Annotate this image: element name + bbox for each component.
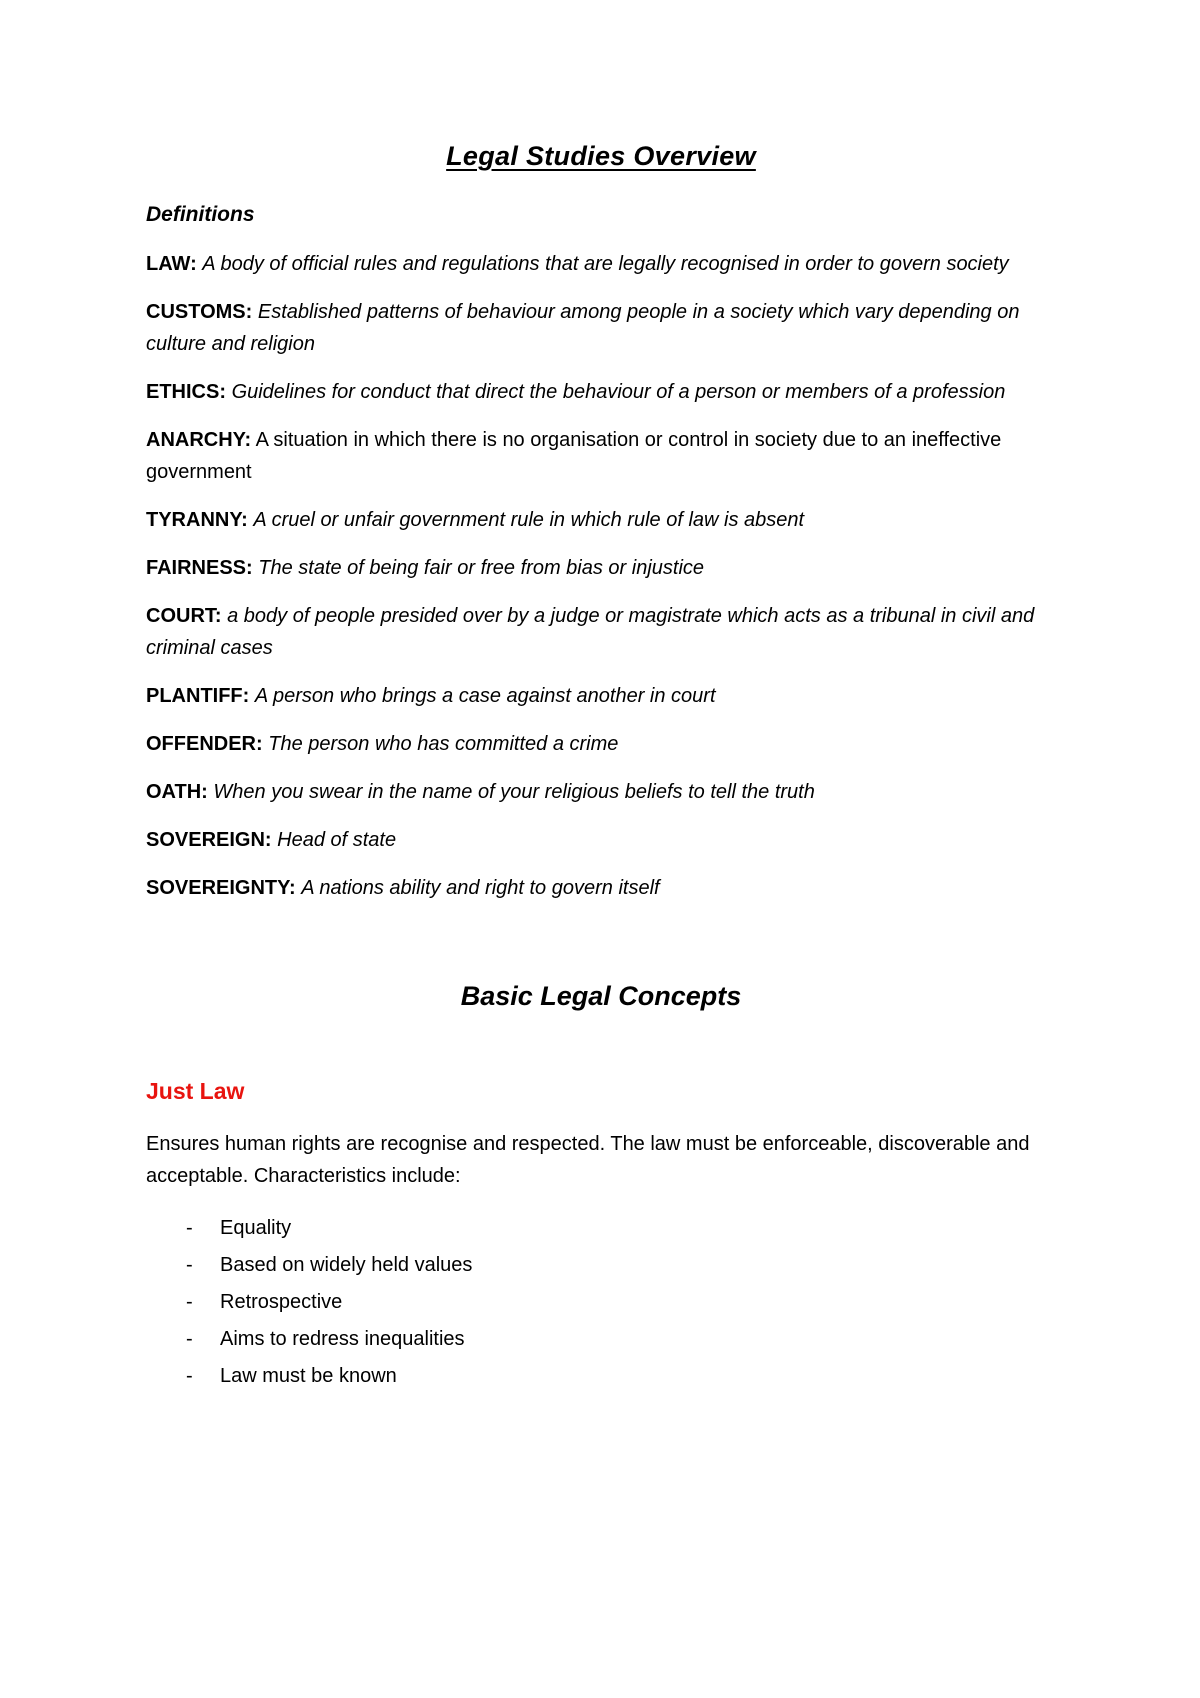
definition-description: When you swear in the name of your religious beliefs to tell the truth: [213, 780, 815, 803]
definition-description: A cruel or unfair government rule in which rule of law is absent: [253, 508, 805, 531]
definition-term: PLANTIFF:: [146, 684, 250, 707]
definition-term: OATH:: [146, 780, 208, 803]
definition-term: OFFENDER:: [146, 732, 263, 755]
list-item: [186, 1284, 1056, 1321]
definition-description: A situation in which there is no organisation or control in society due to an ineffective government: [146, 428, 1002, 483]
definition-term: ANARCHY:: [146, 428, 252, 451]
document-content: [146, 140, 1056, 1395]
definition-item: [146, 680, 1056, 712]
list-item: [186, 1210, 1056, 1247]
dash-bullet-icon: -: [186, 1290, 193, 1313]
concepts-heading: Basic Legal Concepts: [460, 980, 742, 1011]
characteristic-label: Aims to redress inequalities: [220, 1327, 465, 1350]
definition-description: Established patterns of behaviour among people in a society which vary depending on culture and religion: [146, 300, 1020, 355]
definition-term: TYRANNY:: [146, 508, 248, 531]
dash-bullet-icon: -: [186, 1216, 193, 1239]
characteristics-list: [146, 1210, 1056, 1395]
definition-description: a body of people presided over by a judge or magistrate which acts as a tribunal in civil and criminal cases: [146, 604, 1035, 659]
list-item: [186, 1247, 1056, 1284]
definition-term: CUSTOMS:: [146, 300, 253, 323]
characteristic-label: Law must be known: [220, 1364, 397, 1387]
document-title: Legal Studies Overview: [446, 141, 756, 171]
definition-item: [146, 504, 1056, 536]
definition-item: [146, 248, 1056, 280]
definition-description: The person who has committed a crime: [268, 732, 619, 755]
definitions-heading: Definitions: [146, 203, 255, 227]
definition-item: [146, 776, 1056, 808]
definition-description: A body of official rules and regulations that are legally recognised in order to govern society: [202, 252, 1009, 275]
definition-term: SOVEREIGN:: [146, 828, 272, 851]
definition-item: [146, 552, 1056, 584]
just-law-heading: Just Law: [146, 1077, 245, 1104]
definitions-list: [146, 248, 1056, 904]
just-law-paragraph: Ensures human rights are recognise and respected. The law must be enforceable, discoverable and acceptable. Characteristics include:: [146, 1132, 1030, 1187]
list-item: [186, 1321, 1056, 1358]
definition-item: [146, 872, 1056, 904]
definition-term: COURT:: [146, 604, 222, 627]
definition-description: The state of being fair or free from bias or injustice: [258, 556, 705, 579]
definition-term: ETHICS:: [146, 380, 226, 403]
definition-description: A person who brings a case against another in court: [254, 684, 716, 707]
definition-item: [146, 424, 1056, 488]
definition-description: A nations ability and right to govern itself: [301, 876, 660, 899]
dash-bullet-icon: -: [186, 1253, 193, 1276]
definition-description: Guidelines for conduct that direct the behaviour of a person or members of a profession: [231, 380, 1006, 403]
definition-item: [146, 728, 1056, 760]
characteristic-label: Retrospective: [220, 1290, 343, 1313]
definition-term: LAW:: [146, 252, 197, 275]
characteristic-label: Equality: [220, 1216, 292, 1239]
definition-item: [146, 824, 1056, 856]
definition-description: Head of state: [277, 828, 397, 851]
definition-item: [146, 376, 1056, 408]
definition-term: FAIRNESS:: [146, 556, 253, 579]
dash-bullet-icon: -: [186, 1327, 193, 1350]
dash-bullet-icon: -: [186, 1364, 193, 1387]
definition-item: [146, 296, 1056, 360]
definition-item: [146, 600, 1056, 664]
definition-term: SOVEREIGNTY:: [146, 876, 296, 899]
characteristic-label: Based on widely held values: [220, 1253, 473, 1276]
list-item: [186, 1358, 1056, 1395]
